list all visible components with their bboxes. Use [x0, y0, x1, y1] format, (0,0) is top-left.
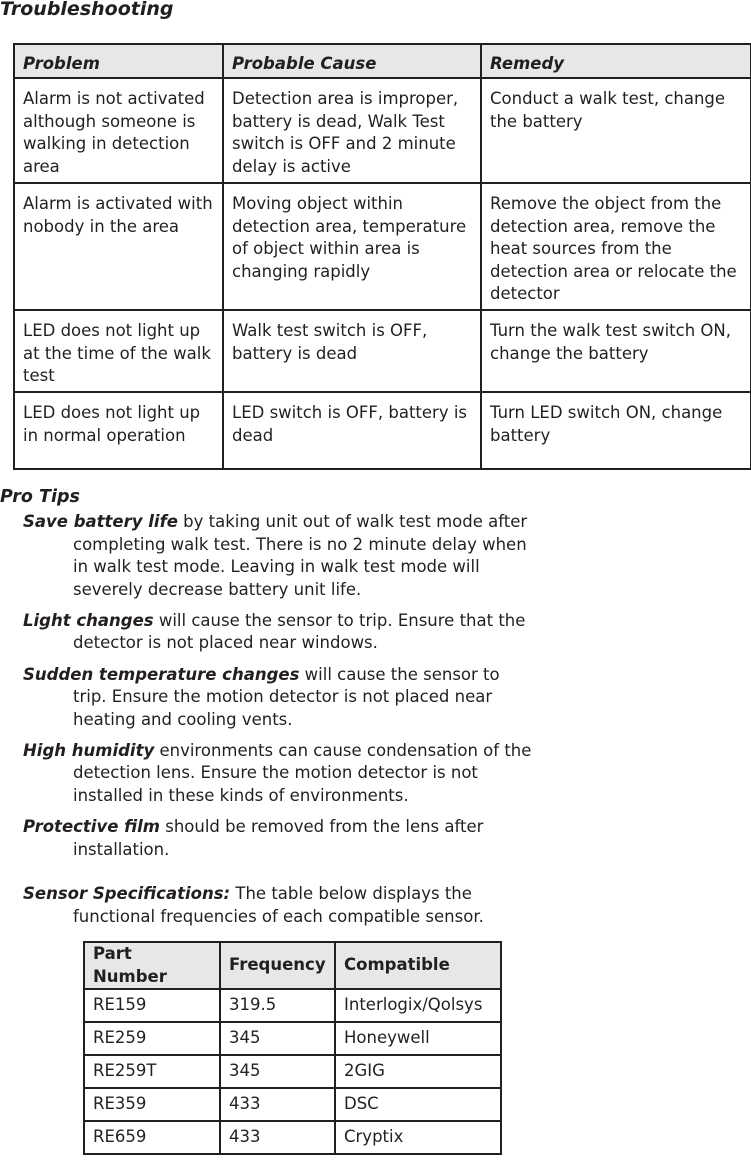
cause-cell: Detection area is improper, battery is dead, Walk Test switch is OFF and 2 minute delay is active — [223, 78, 481, 183]
table-row — [84, 1022, 501, 1055]
tip-text: will cause the sensor to trip. Ensure that the detector is not placed near windows. — [73, 610, 526, 653]
pro-tips-heading: Pro Tips — [0, 487, 80, 507]
tip-temperature-changes — [23, 664, 533, 732]
remedy-cell: Remove the object from the detection area, remove the heat sources from the detection area or relocate the detector — [481, 183, 751, 310]
remedy-cell: Turn LED switch ON, change battery — [481, 392, 751, 469]
part-number-cell: RE659 — [84, 1121, 220, 1154]
table-header-row — [14, 44, 751, 78]
tip-text: by taking unit out of walk test mode after completing walk test. There is no 2 minute delay when in walk test mode. Leaving in walk test mode will severely decrease battery unit life. — [73, 512, 528, 599]
tip-lead: Protective film — [23, 817, 160, 837]
frequency-cell: 433 — [220, 1088, 335, 1121]
frequency-cell: 345 — [220, 1022, 335, 1055]
tip-light-changes — [23, 610, 533, 655]
sensor-specifications-note — [23, 883, 533, 928]
table-row — [84, 989, 501, 1022]
header-remedy: Remedy — [481, 44, 751, 78]
part-number-cell: RE259T — [84, 1055, 220, 1088]
part-number-cell: RE359 — [84, 1088, 220, 1121]
table-row — [84, 1055, 501, 1088]
tip-lead: Save battery life — [23, 512, 178, 531]
troubleshooting-table — [13, 43, 751, 470]
remedy-cell: Turn the walk test switch ON, change the battery — [481, 310, 751, 392]
header-compatible: Compatible — [335, 942, 501, 989]
problem-cell: LED does not light up at the time of the walk test — [14, 310, 223, 392]
tip-lead: Light changes — [23, 610, 154, 630]
problem-cell: Alarm is activated with nobody in the area — [14, 183, 223, 310]
table-row — [84, 1088, 501, 1121]
part-number-cell: RE159 — [84, 989, 220, 1022]
table-row — [14, 392, 751, 469]
frequency-cell: 345 — [220, 1055, 335, 1088]
compatible-cell: Cryptix — [335, 1121, 501, 1154]
header-probable-cause: Probable Cause — [223, 44, 481, 78]
problem-cell: LED does not light up in normal operation — [14, 392, 223, 469]
tip-text: environments can cause condensation of the detection lens. Ensure the motion detector is not installed in these kinds of environments. — [73, 740, 532, 806]
table-row — [84, 1121, 501, 1154]
cause-cell: Walk test switch is OFF, battery is dead — [223, 310, 481, 392]
frequency-cell: 433 — [220, 1121, 335, 1154]
header-part-number: Part Number — [84, 942, 220, 989]
tip-text: will cause the sensor to trip. Ensure the motion detector is not placed near heating and cooling vents. — [73, 664, 500, 729]
table-row — [14, 183, 751, 310]
remedy-cell: Conduct a walk test, change the battery — [481, 78, 751, 183]
header-frequency: Frequency — [220, 942, 335, 989]
table-row — [14, 310, 751, 392]
tip-protective-film — [23, 816, 533, 861]
tip-text: The table below displays the functional frequencies of each compatible sensor. — [73, 884, 484, 926]
part-number-cell: RE259 — [84, 1022, 220, 1055]
problem-cell: Alarm is not activated although someone is walking in detection area — [14, 78, 223, 183]
tip-text: should be removed from the lens after installation. — [73, 817, 484, 859]
tip-lead: Sudden temperature changes — [23, 664, 300, 684]
compatible-cell: Interlogix/Qolsys — [335, 989, 501, 1022]
compatible-cell: 2GIG — [335, 1055, 501, 1088]
tip-save-battery — [23, 511, 533, 601]
compatible-cell: DSC — [335, 1088, 501, 1121]
pro-tips-list — [23, 511, 533, 937]
troubleshooting-heading: Troubleshooting — [0, 0, 174, 20]
cause-cell: Moving object within detection area, temperature of object within area is changing rapidly — [223, 183, 481, 310]
compatible-cell: Honeywell — [335, 1022, 501, 1055]
tip-lead: Sensor Specifications: — [23, 884, 231, 904]
frequency-cell: 319.5 — [220, 989, 335, 1022]
header-problem: Problem — [14, 44, 223, 78]
cause-cell: LED switch is OFF, battery is dead — [223, 392, 481, 469]
table-row — [14, 78, 751, 183]
table-header-row — [84, 942, 501, 989]
sensor-spec-table — [83, 941, 502, 1155]
tip-high-humidity — [23, 740, 533, 808]
tip-lead: High humidity — [23, 740, 155, 760]
